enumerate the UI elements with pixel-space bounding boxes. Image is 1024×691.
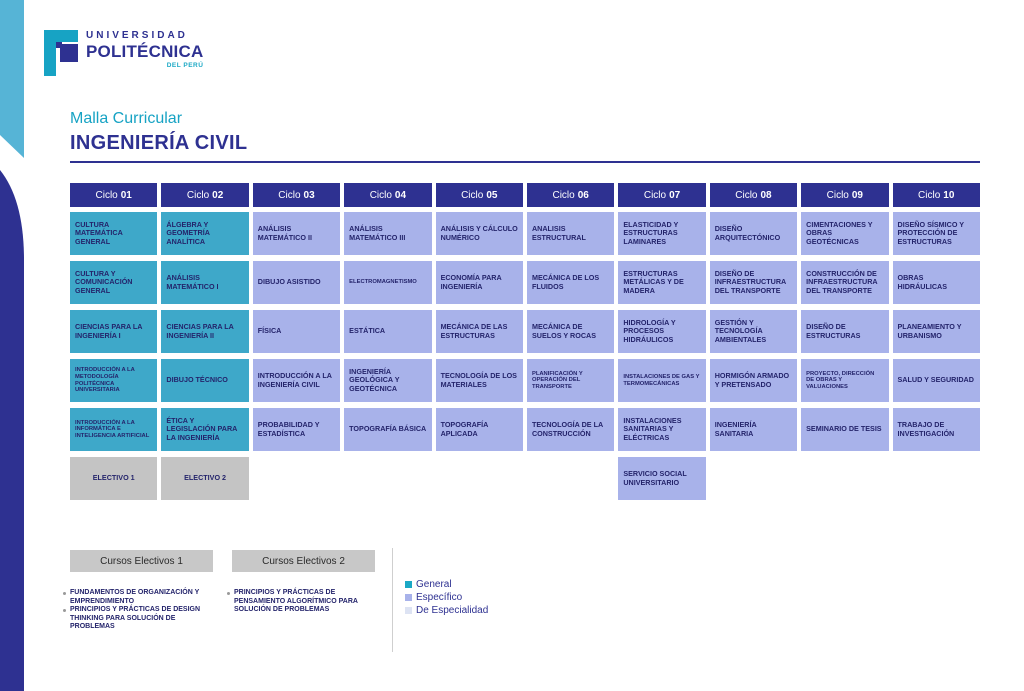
legend-item-general [405, 578, 488, 591]
course-cell: CONSTRUCCIÓN DE INFRAESTRUCTURA DEL TRANSPORTE [801, 261, 888, 304]
course-cell: INSTALACIONES DE GAS Y TERMOMECÁNICAS [618, 359, 705, 402]
logo-line-3: DEL PERÚ [166, 62, 204, 69]
cycle-column-02 [161, 212, 248, 500]
legend-item-especifico [405, 591, 488, 604]
cycle-number: 01 [120, 189, 132, 201]
page-subtitle: Malla Curricular [70, 110, 183, 127]
course-cell: ELECTROMAGNETISMO [344, 261, 431, 304]
course-cell: ECONOMÍA PARA INGENIERÍA [436, 261, 523, 304]
course-cell: INSTALACIONES SANITARIAS Y ELÉCTRICAS [618, 408, 705, 451]
cycle-number: 07 [669, 189, 681, 201]
decorative-bottom-shape [0, 170, 24, 691]
cycle-prefix: Ciclo [735, 189, 758, 201]
cycle-number: 09 [851, 189, 863, 201]
electives-2-item: PRINCIPIOS Y PRÁCTICAS DE PENSAMIENTO ALGORÍTMICO PARA SOLUCIÓN DE PROBLEMAS [226, 589, 381, 615]
course-cell: OBRAS HIDRÁULICAS [893, 261, 980, 304]
cycle-columns [70, 212, 980, 500]
course-cell: ESTRUCTURAS METÁLICAS Y DE MADERA [618, 261, 705, 304]
course-cell: MECÁNICA DE LAS ESTRUCTURAS [436, 310, 523, 353]
electives-1-list [62, 589, 222, 632]
cycle-prefix: Ciclo [552, 189, 575, 201]
course-cell: ÉTICA Y LEGISLACIÓN PARA LA INGENIERÍA [161, 408, 248, 451]
cycle-header-01 [70, 183, 157, 207]
cycle-prefix: Ciclo [826, 189, 849, 201]
legend [405, 578, 488, 617]
legend-swatch [405, 594, 412, 601]
course-cell: CULTURA MATEMÁTICA GENERAL [70, 212, 157, 255]
course-cell: CIENCIAS PARA LA INGENIERÍA II [161, 310, 248, 353]
cycle-header-05 [436, 183, 523, 207]
course-cell: MECÁNICA DE SUELOS Y ROCAS [527, 310, 614, 353]
course-cell: ANALISIS ESTRUCTURAL [527, 212, 614, 255]
cycle-header-09 [801, 183, 888, 207]
logo-line-2: POLITÉCNICA [86, 42, 204, 61]
cycle-column-04 [344, 212, 431, 500]
course-cell: INTRODUCCIÓN A LA METODOLOGÍA POLITÉCNICA UNIVERSITARIA [70, 359, 157, 402]
cycle-header-10 [893, 183, 980, 207]
course-cell: DISEÑO DE ESTRUCTURAS [801, 310, 888, 353]
university-logo [44, 30, 203, 76]
legend-label: General [416, 579, 452, 590]
course-cell: INTRODUCCIÓN A LA INGENIERÍA CIVIL [253, 359, 340, 402]
course-cell: GESTIÓN Y TECNOLOGÍA AMBIENTALES [710, 310, 797, 353]
legend-swatch [405, 607, 412, 614]
electives-2-header: Cursos Electivos 2 [232, 550, 375, 572]
course-cell: MECÁNICA DE LOS FLUIDOS [527, 261, 614, 304]
course-cell: SERVICIO SOCIAL UNIVERSITARIO [618, 457, 705, 500]
title-divider [70, 161, 980, 163]
course-cell: ELASTICIDAD Y ESTRUCTURAS LAMINARES [618, 212, 705, 255]
page-title: INGENIERÍA CIVIL [70, 132, 248, 154]
decorative-top-shape [0, 0, 24, 160]
course-cell: TOPOGRAFÍA BÁSICA [344, 408, 431, 451]
elective-slot: ELECTIVO 1 [70, 457, 157, 500]
cycle-number: 06 [577, 189, 589, 201]
course-cell: TECNOLOGÍA DE LOS MATERIALES [436, 359, 523, 402]
cycle-header-06 [527, 183, 614, 207]
legend-label: De Especialidad [416, 605, 489, 616]
course-cell: DIBUJO TÉCNICO [161, 359, 248, 402]
cycle-header-08 [710, 183, 797, 207]
course-cell: TRABAJO DE INVESTIGACIÓN [893, 408, 980, 451]
course-cell: HIDROLOGÍA Y PROCESOS HIDRÁULICOS [618, 310, 705, 353]
course-cell: CULTURA Y COMUNICACIÓN GENERAL [70, 261, 157, 304]
course-cell: SALUD Y SEGURIDAD [893, 359, 980, 402]
course-cell: TOPOGRAFÍA APLICADA [436, 408, 523, 451]
decorative-top-band [0, 0, 24, 160]
cycle-prefix: Ciclo [186, 189, 210, 201]
course-cell: DISEÑO DE INFRAESTRUCTURA DEL TRANSPORTE [710, 261, 797, 304]
cycle-column-06 [527, 212, 614, 500]
legend-label: Específico [416, 592, 463, 603]
cycle-number: 05 [486, 189, 498, 201]
course-cell: ANÁLISIS Y CÁLCULO NUMÉRICO [436, 212, 523, 255]
course-cell: HORMIGÓN ARMADO Y PRETENSADO [710, 359, 797, 402]
cycle-number: 08 [760, 189, 772, 201]
course-cell: ANÁLISIS MATEMÁTICO II [253, 212, 340, 255]
cycle-prefix: Ciclo [643, 189, 667, 201]
cycle-number: 04 [394, 189, 407, 201]
course-cell: DIBUJO ASISTIDO [253, 261, 340, 304]
course-cell: ANÁLISIS MATEMÁTICO III [344, 212, 431, 255]
cycle-header-02 [161, 183, 248, 207]
cycle-prefix: Ciclo [918, 189, 941, 201]
course-cell: PLANIFICACIÓN Y OPERACIÓN DEL TRANSPORTE [527, 359, 614, 402]
cycle-column-03 [253, 212, 340, 500]
electives-2-list [226, 589, 381, 615]
cycle-header-03 [253, 183, 340, 207]
cycle-prefix: Ciclo [278, 189, 301, 201]
elective-slot: ELECTIVO 2 [161, 457, 248, 500]
cycle-column-07 [618, 212, 705, 500]
cycle-column-10 [893, 212, 980, 500]
course-cell: TECNOLOGÍA DE LA CONSTRUCCIÓN [527, 408, 614, 451]
curriculum-grid [70, 183, 980, 500]
course-cell: PLANEAMIENTO Y URBANISMO [893, 310, 980, 353]
legend-item-especialidad [405, 604, 488, 617]
cycle-prefix: Ciclo [369, 189, 392, 201]
course-cell: ESTÁTICA [344, 310, 431, 353]
course-cell: CIENCIAS PARA LA INGENIERÍA I [70, 310, 157, 353]
cycle-number: 02 [212, 189, 224, 201]
cycle-number: 03 [303, 189, 315, 201]
cycle-column-09 [801, 212, 888, 500]
logo-line-1: UNIVERSIDAD [86, 30, 188, 41]
course-cell: ANÁLISIS MATEMÁTICO I [161, 261, 248, 304]
course-cell: ÁLGEBRA Y GEOMETRÍA ANALÍTICA [161, 212, 248, 255]
cycle-column-01 [70, 212, 157, 500]
cycle-header-row [70, 183, 980, 207]
course-cell: DISEÑO SÍSMICO Y PROTECCIÓN DE ESTRUCTURAS [893, 212, 980, 255]
course-cell: INGENIERÍA GEOLÓGICA Y GEOTÉCNICA [344, 359, 431, 402]
logo-text [86, 30, 203, 70]
electives-1-header: Cursos Electivos 1 [70, 550, 213, 572]
cycle-prefix: Ciclo [461, 189, 484, 201]
decorative-bottom-band [0, 170, 24, 691]
electives-1-item: FUNDAMENTOS DE ORGANIZACIÓN Y EMPRENDIMIENTO [62, 589, 222, 606]
course-cell: DISEÑO ARQUITECTÓNICO [710, 212, 797, 255]
course-cell: INTRODUCCIÓN A LA INFORMÁTICA E INTELIGENCIA ARTIFICIAL [70, 408, 157, 451]
logo-mark-icon [44, 30, 78, 76]
cycle-column-05 [436, 212, 523, 500]
cycle-header-04 [344, 183, 431, 207]
cycle-prefix: Ciclo [95, 189, 118, 201]
electives-1-item: PRINCIPIOS Y PRÁCTICAS DE DESIGN THINKING PARA SOLUCIÓN DE PROBLEMAS [62, 606, 222, 632]
course-cell: PROYECTO, DIRECCIÓN DE OBRAS Y VALUACIONES [801, 359, 888, 402]
course-cell: PROBABILIDAD Y ESTADÍSTICA [253, 408, 340, 451]
course-cell: CIMENTACIONES Y OBRAS GEOTÉCNICAS [801, 212, 888, 255]
course-cell: INGENIERÍA SANITARIA [710, 408, 797, 451]
section-divider [392, 548, 393, 652]
cycle-header-07 [618, 183, 705, 207]
course-cell: SEMINARIO DE TESIS [801, 408, 888, 451]
legend-swatch [405, 581, 412, 588]
cycle-column-08 [710, 212, 797, 500]
course-cell: FÍSICA [253, 310, 340, 353]
cycle-number: 10 [943, 189, 955, 201]
